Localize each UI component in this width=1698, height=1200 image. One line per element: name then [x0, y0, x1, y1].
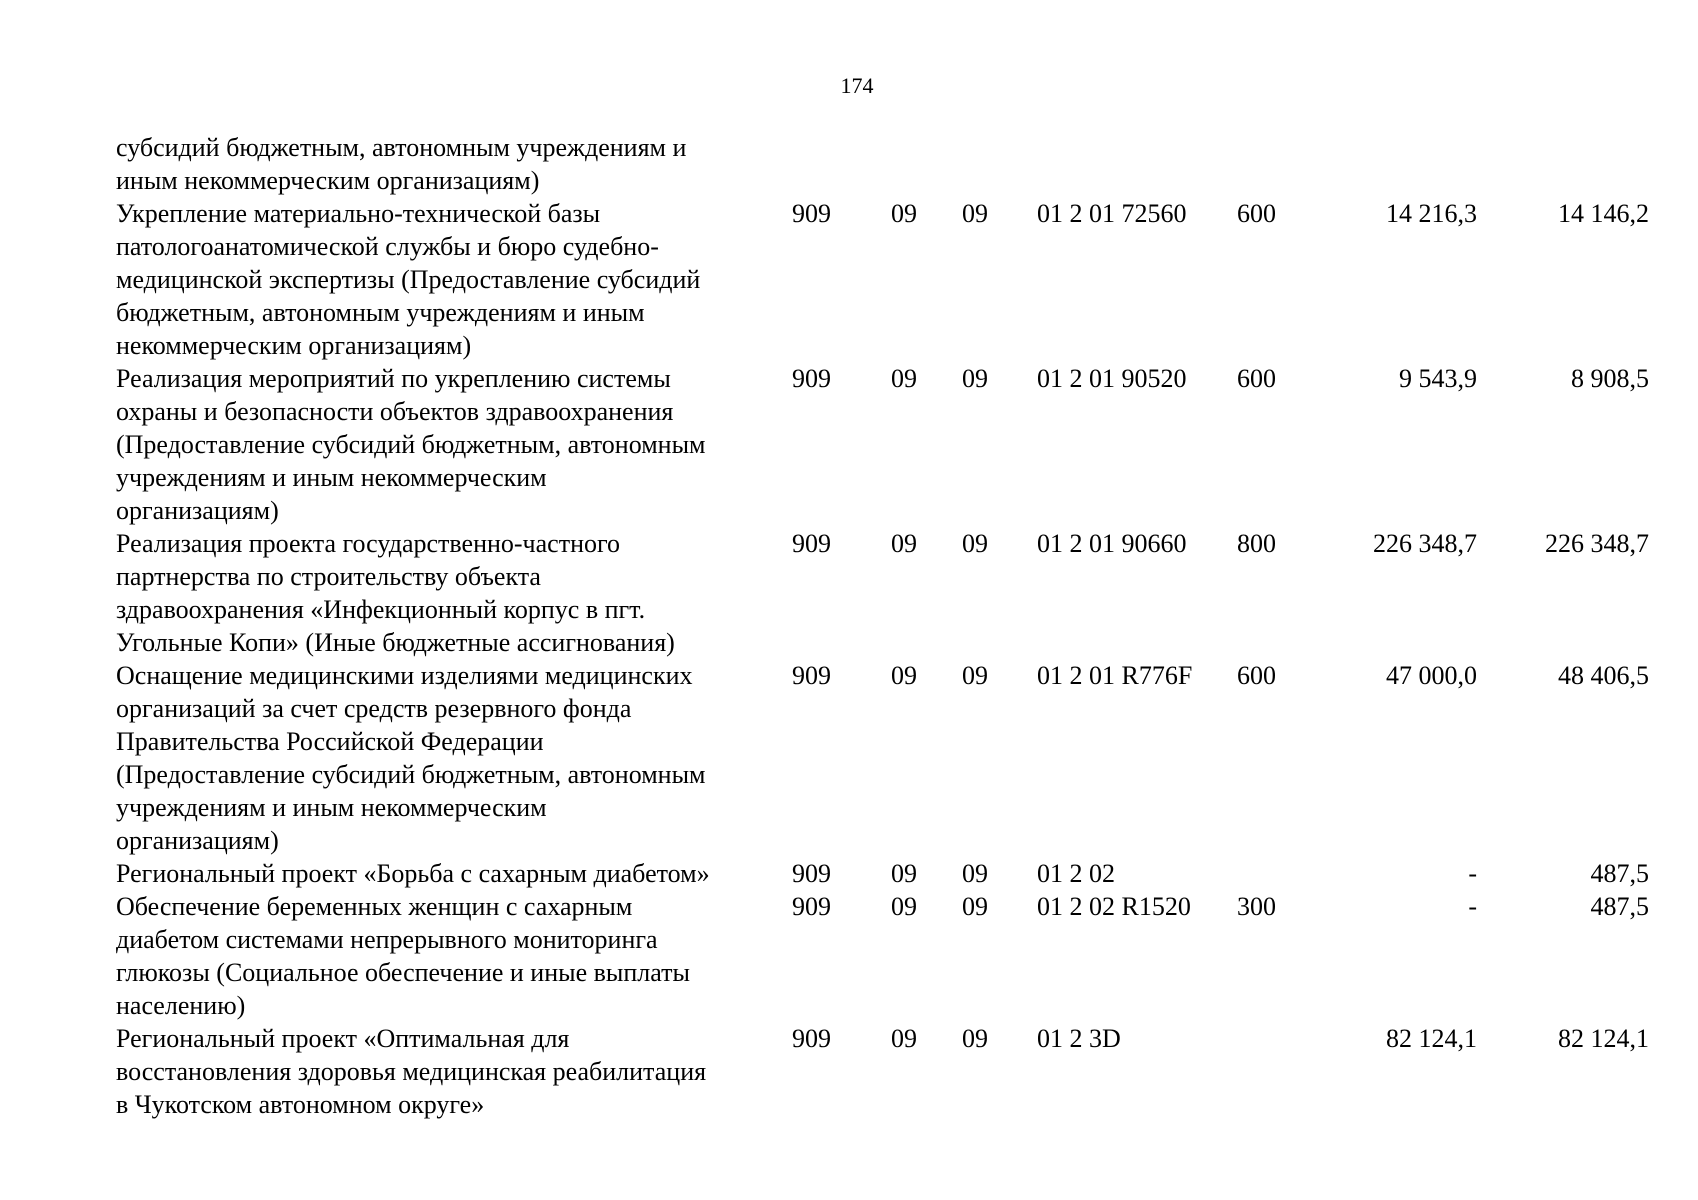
expense-type-cell	[1237, 1022, 1327, 1121]
expense-type-cell: 600	[1237, 199, 1276, 228]
table-row	[116, 890, 1649, 1022]
amount-cell-1: 226 348,7	[1373, 529, 1477, 558]
item-name-line: (Предоставление субсидий бюджетным, автономным	[116, 760, 706, 789]
section-code-cell: 09	[891, 1024, 917, 1053]
ved-code-cell: 909	[792, 661, 831, 690]
subsection-code-cell: 09	[962, 859, 988, 888]
item-name-line: населению)	[116, 991, 246, 1020]
target-article-cell: 01 2 02	[1037, 859, 1115, 888]
item-name-line: глюкозы (Социальное обеспечение и иные выплаты	[116, 958, 690, 987]
ved-code-cell: 909	[792, 892, 831, 921]
item-name-line: охраны и безопасности объектов здравоохранения	[116, 397, 674, 426]
amount-cell-1: -	[1468, 892, 1477, 921]
amount-cell-1: 9 543,9	[1399, 364, 1477, 393]
section-code-cell: 09	[891, 199, 917, 228]
amount-cell-1: 14 216,3	[1386, 199, 1477, 228]
item-name-line: восстановления здоровья медицинская реабилитация	[116, 1057, 707, 1086]
item-name-cell	[116, 362, 792, 527]
amount-cell-1: 82 124,1	[1386, 1024, 1477, 1053]
item-name-cell	[116, 890, 792, 1022]
item-name-line: организаций за счет средств резервного фонда	[116, 694, 632, 723]
item-name-line: бюджетным, автономным учреждениям и иным	[116, 298, 645, 327]
target-article-cell: 01 2 01 90520	[1037, 364, 1187, 393]
item-name-line: иным некоммерческим организациям)	[116, 166, 540, 195]
expense-type-cell: 600	[1237, 364, 1276, 393]
section-code-cell: 09	[891, 529, 917, 558]
item-name-line: (Предоставление субсидий бюджетным, автономным	[116, 430, 706, 459]
item-name-line: медицинской экспертизы (Предоставление субсидий	[116, 265, 701, 294]
amount-cell-2	[1477, 131, 1649, 197]
subsection-code-cell: 09	[962, 892, 988, 921]
table-row	[116, 1022, 1649, 1121]
amount-cell-2: 48 406,5	[1558, 661, 1649, 690]
amount-cell-2: 487,5	[1590, 892, 1649, 921]
expense-type-cell: 600	[1237, 661, 1276, 690]
ved-code-cell: 909	[792, 364, 831, 393]
section-code-cell: 09	[891, 859, 917, 888]
amount-cell-2: 226 348,7	[1545, 529, 1649, 558]
target-article-cell: 01 2 01 R776F	[1037, 661, 1193, 690]
expense-type-cell: 800	[1237, 529, 1276, 558]
table-row	[116, 659, 1649, 857]
item-name-line: Региональный проект «Борьба с сахарным диабетом»	[116, 859, 710, 888]
item-name-line: Обеспечение беременных женщин с сахарным	[116, 892, 633, 921]
item-name-line: здравоохранения «Инфекционный корпус в пгт.	[116, 595, 646, 624]
item-name-cell	[116, 659, 792, 857]
item-name-line: Реализация мероприятий по укреплению системы	[116, 364, 671, 393]
ved-code-cell: 909	[792, 529, 831, 558]
subsection-code-cell: 09	[962, 199, 988, 228]
item-name-line: субсидий бюджетным, автономным учреждениям и	[116, 133, 687, 162]
item-name-line: Реализация проекта государственно-частного	[116, 529, 621, 558]
page-number: 174	[840, 73, 874, 98]
table-row	[116, 362, 1649, 527]
subsection-code-cell: 09	[962, 529, 988, 558]
item-name-line: учреждениям и иным некоммерческим	[116, 793, 547, 822]
item-name-line: организациям)	[116, 826, 279, 855]
table-row	[116, 857, 1649, 890]
item-name-line: Правительства Российской Федерации	[116, 727, 544, 756]
item-name-line: в Чукотском автономном округе»	[116, 1090, 485, 1119]
amount-cell-1	[1327, 131, 1477, 197]
item-name-line: организациям)	[116, 496, 279, 525]
target-article-cell: 01 2 3D	[1037, 1024, 1121, 1053]
subsection-code-cell: 09	[962, 661, 988, 690]
section-code-cell: 09	[891, 661, 917, 690]
item-name-line: Угольные Копи» (Иные бюджетные ассигнования)	[116, 628, 675, 657]
item-name-cell	[116, 527, 792, 659]
expense-type-cell	[1237, 131, 1327, 197]
ved-code-cell: 909	[792, 1024, 831, 1053]
target-article-cell: 01 2 01 72560	[1037, 199, 1187, 228]
expense-type-cell	[1237, 857, 1327, 890]
ved-code-cell: 909	[792, 859, 831, 888]
ved-code-cell	[792, 131, 891, 197]
ved-code-cell: 909	[792, 199, 831, 228]
item-name-line: учреждениям и иным некоммерческим	[116, 463, 547, 492]
table-body	[116, 131, 1649, 1121]
target-article-cell: 01 2 01 90660	[1037, 529, 1187, 558]
item-name-line: Региональный проект «Оптимальная для	[116, 1024, 570, 1053]
item-name-cell	[116, 857, 792, 890]
amount-cell-1: 47 000,0	[1386, 661, 1477, 690]
budget-table	[116, 131, 1649, 1121]
item-name-line: некоммерческим организациям)	[116, 331, 472, 360]
expense-type-cell: 300	[1237, 892, 1276, 921]
table-row	[116, 197, 1649, 362]
item-name-line: патологоанатомической службы и бюро судебно-	[116, 232, 659, 261]
item-name-line: Укрепление материально-технической базы	[116, 199, 601, 228]
item-name-cell	[116, 1022, 792, 1121]
subsection-code-cell: 09	[962, 1024, 988, 1053]
item-name-cell	[116, 131, 792, 197]
target-article-cell: 01 2 02 R1520	[1037, 892, 1191, 921]
item-name-line: партнерства по строительству объекта	[116, 562, 541, 591]
table-row	[116, 131, 1649, 197]
item-name-cell	[116, 197, 792, 362]
target-article-cell	[1037, 131, 1237, 197]
amount-cell-2: 82 124,1	[1558, 1024, 1649, 1053]
amount-cell-2: 8 908,5	[1571, 364, 1649, 393]
subsection-code-cell: 09	[962, 364, 988, 393]
amount-cell-2: 487,5	[1590, 859, 1649, 888]
table-row	[116, 527, 1649, 659]
section-code-cell: 09	[891, 364, 917, 393]
item-name-line: диабетом системами непрерывного мониторинга	[116, 925, 658, 954]
subsection-code-cell	[962, 131, 1037, 197]
amount-cell-1: -	[1468, 859, 1477, 888]
section-code-cell	[891, 131, 962, 197]
section-code-cell: 09	[891, 892, 917, 921]
amount-cell-2: 14 146,2	[1558, 199, 1649, 228]
item-name-line: Оснащение медицинскими изделиями медицинских	[116, 661, 693, 690]
